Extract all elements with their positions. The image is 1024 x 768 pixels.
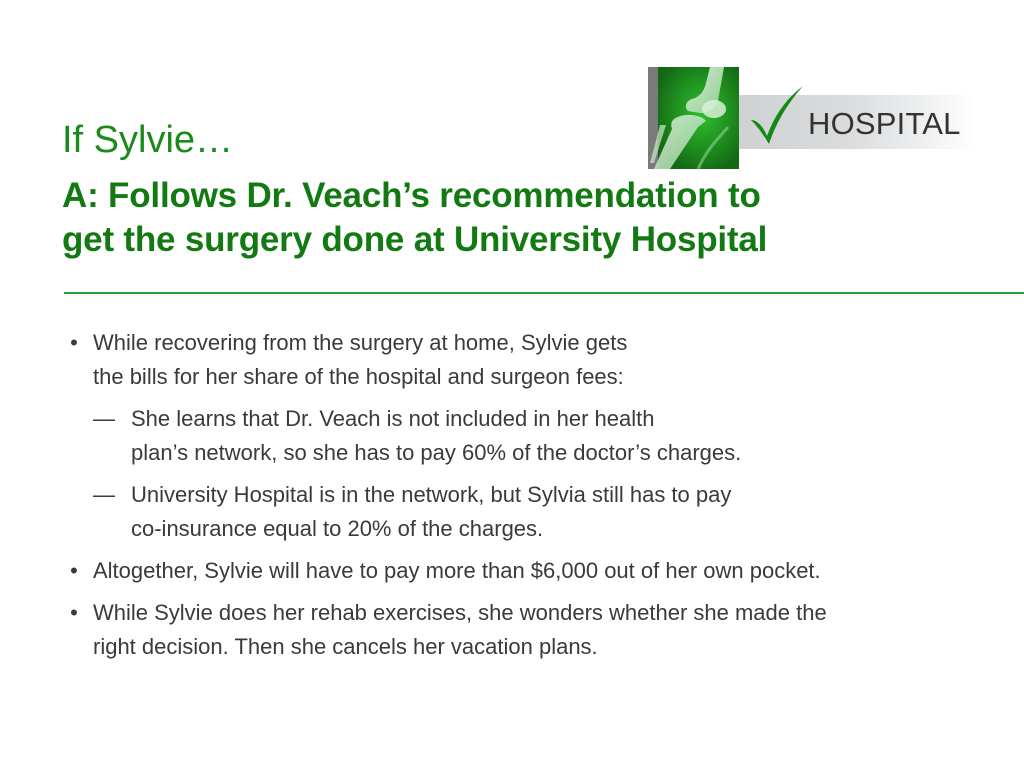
sub-bullet-text-line: University Hospital is in the network, but Sylvia still has to pay	[131, 482, 732, 507]
bullet-item	[64, 596, 1004, 664]
dash-icon: —	[93, 482, 115, 507]
bullet-text-line: While recovering from the surgery at home, Sylvie gets	[93, 330, 628, 355]
sub-bullet-text-line: co-insurance equal to 20% of the charges.	[131, 516, 544, 541]
check-icon	[747, 84, 807, 146]
sub-bullet-item	[64, 478, 1004, 546]
slide-title	[62, 174, 1022, 262]
bullet-text-line: While Sylvie does her rehab exercises, she wonders whether she made the	[93, 600, 827, 625]
sub-bullet-item	[64, 402, 1004, 470]
dash-icon: —	[93, 406, 115, 431]
bullet-icon: •	[70, 558, 78, 583]
slide-kicker: If Sylvie…	[62, 119, 234, 161]
bullet-icon: •	[70, 600, 78, 625]
knee-xray-icon	[648, 67, 739, 169]
bullet-item	[64, 554, 1004, 588]
title-line: get the surgery done at University Hospital	[62, 220, 768, 259]
hospital-label: HOSPITAL	[808, 106, 961, 141]
bullet-text-line: right decision. Then she cancels her vacation plans.	[93, 634, 598, 659]
bullet-list	[64, 326, 1004, 672]
bullet-icon: •	[70, 330, 78, 355]
title-divider	[64, 292, 1024, 294]
bullet-text-line: the bills for her share of the hospital and surgeon fees:	[93, 364, 624, 389]
bullet-item	[64, 326, 1004, 394]
sub-bullet-text-line: plan’s network, so she has to pay 60% of the doctor’s charges.	[131, 440, 742, 465]
sub-bullet-text-line: She learns that Dr. Veach is not included in her health	[131, 406, 655, 431]
bullet-text-line: Altogether, Sylvie will have to pay more than $6,000 out of her own pocket.	[93, 558, 821, 583]
title-line: A: Follows Dr. Veach’s recommendation to	[62, 176, 761, 215]
